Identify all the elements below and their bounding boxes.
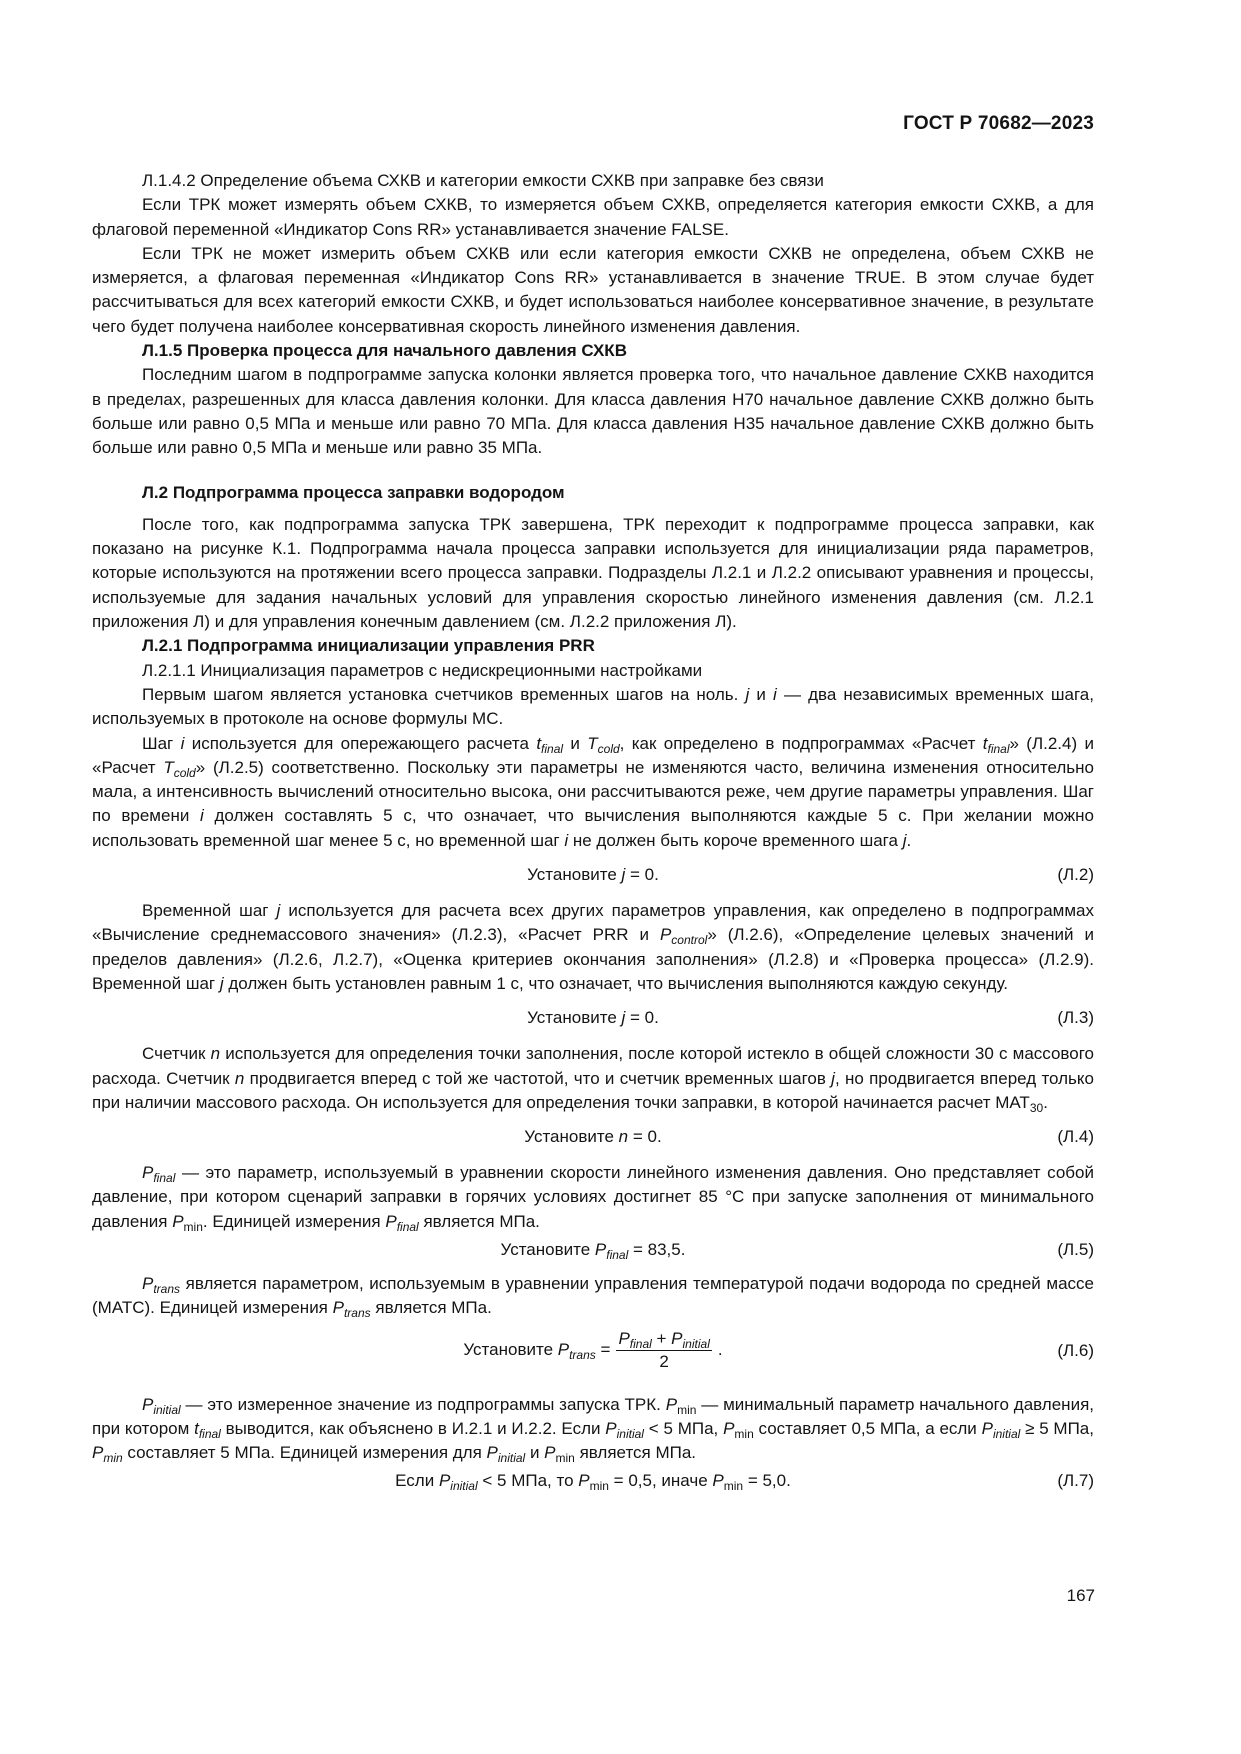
paragraph: Л.1.4.2 Определение объема СХКВ и категории емкости СХКВ при заправке без связи bbox=[142, 171, 824, 190]
equation-text: Установите j = 0. bbox=[527, 865, 659, 885]
equation bbox=[92, 1329, 1094, 1369]
document-header: ГОСТ Р 70682—2023 bbox=[903, 113, 1094, 134]
paragraph: После того, как подпрограмма запуска ТРК завершена, ТРК переходит к подпрограмме процесса заправки, как показано на рисунке К.1. Подпрограмма начала процесса заправки используется для инициализации ряда параметров, которые используются на протяжении всего процесса заправки. Подразделы Л.2.1 и Л.2.2 описывают уравнения и процессы, используемые для задания начальных условий для управления скоростью линейного изменения давления (см. Л.2.1 приложения Л) и для управления конечным давлением (см. Л.2.2 приложения Л). bbox=[92, 514, 1094, 632]
paragraph: Счетчик n используется для определения точки заполнения, после которой истекло в общей сложности 30 с массового расхода. Счетчик n продвигается вперед с той же частотой, что и счетчик временных шагов j, но продвигается вперед только при наличии массового расхода. Он используется для определения точки заправки, в которой начинается расчет $МАТ_{30}$. bbox=[92, 1044, 1094, 1115]
equation-number: (Л.2) bbox=[1057, 865, 1094, 885]
section-heading: Л.1.5 Проверка процесса для начального давления СХКВ bbox=[142, 341, 627, 361]
equation-text: Установите n = 0. bbox=[524, 1127, 662, 1147]
equation bbox=[92, 1469, 1094, 1493]
paragraph: Если ТРК может измерять объем СХКВ, то измеряется объем СХКВ, определяется категория емкости СХКВ, а для флаговой переменной «Индикатор Cons RR» устанавливается значение FALSE. bbox=[92, 195, 1094, 239]
equation-number: (Л.4) bbox=[1057, 1127, 1094, 1147]
equation-number: (Л.3) bbox=[1057, 1008, 1094, 1028]
paragraph: Л.2.1.1 Инициализация параметров с недискреционными настройками bbox=[142, 660, 703, 680]
paragraph: Если ТРК не может измерить объем СХКВ или если категория емкости СХКВ не определена, объем СХКВ не измеряется, а флаговая переменная «Индикатор Cons RR» устанавливается в значение TRUE. В этом случае будет рассчитываться для всех категорий емкости СХКВ, и будет использоваться наиболее консервативное значение, в результате чего будет получена наиболее консервативная скорость линейного изменения давления. bbox=[92, 243, 1094, 336]
document-body bbox=[92, 169, 1094, 1503]
paragraph: $P_{trans}$ является параметром, используемым в уравнении управления температурой подачи водорода по средней массе (МАТС). Единицей измерения $P_{trans}$ является МПа. bbox=[92, 1273, 1094, 1321]
paragraph: Последним шагом в подпрограмме запуска колонки является проверка того, что начальное давление СХКВ находится в пределах, разрешенных для класса давления колонки. Для класса давления Н70 начальное давление СХКВ должно быть больше или равно 0,5 МПа и меньше или равно 70 МПа. Для класса давления Н35 начальное давление СХКВ должно быть больше или равно 0,5 МПа и меньше или равно 35 МПа. bbox=[92, 365, 1094, 458]
paragraph: $P_{final}$ — это параметр, используемый в уравнении скорости линейного изменения давления. Оно представляет собой давление, при котором сценарий заправки в горячих условиях достигнет 85 °С при запуске заполнения от минимального давления $P_{min}$. Единицей измерения $P_{final}$ является МПа. bbox=[92, 1163, 1094, 1234]
equation-number: (Л.5) bbox=[1057, 1239, 1094, 1259]
equation-text: Установите $P_{final} = 83,5$. bbox=[500, 1239, 686, 1262]
paragraph: Первым шагом является установка счетчиков временных шагов на ноль. j и i — два независимых временных шага, используемых в протоколе на основе формулы МС. bbox=[92, 684, 1094, 729]
equation bbox=[92, 1125, 1094, 1149]
equation-text: Если $P_{initial} < 5$ МПа, то $P_{min} = 0,5$, иначе $P_{min} = 5,0$. bbox=[395, 1471, 791, 1494]
equation-number: (Л.7) bbox=[1057, 1471, 1094, 1491]
equation-text: Установите $P_{trans}$ = $\frac{P_{final} + P_{initial}}{2}$ . bbox=[463, 1328, 723, 1371]
equation-text: Установите j = 0. bbox=[527, 1008, 659, 1028]
fraction: $\frac{P_{final} + P_{initial}}{2}$ bbox=[618, 1328, 710, 1371]
paragraph: Шаг i используется для опережающего расчета $t_{final}$ и $T_{cold}$, как определено в подпрограммах «Расчет $t_{final}$» (Л.2.4) и «Расчет $T_{cold}$» (Л.2.5) соответственно. Поскольку эти параметры не изменяются часто, величина изменения относительно мала, а интенсивность вычислений относительно высока, они рассчитываются реже, чем другие параметры управления. Шаг по времени i должен составлять 5 с, что означает, что вычисления выполняются каждые 5 с. При желании можно использовать временной шаг менее 5 с, но временной шаг i не должен быть короче временного шага j. bbox=[92, 733, 1095, 850]
paragraph: $P_{initial}$ — это измеренное значение из подпрограммы запуска ТРК. $P_{min}$ — минимальный параметр начального давления, при котором $t_{final}$ выводится, как объяснено в И.2.1 и И.2.2. Если $P_{initial} < 5$ МПа, $P_{min}$ составляет 0,5 МПа, а если $P_{initial} \ge 5$ МПа, $P_{min}$ составляет 5 МПа. Единицей измерения для $P_{initial}$ и $P_{min}$ является МПа. bbox=[92, 1394, 1094, 1466]
equation bbox=[92, 863, 1094, 887]
section-heading: Л.2 Подпрограмма процесса заправки водородом bbox=[142, 482, 565, 502]
equation bbox=[92, 1238, 1094, 1262]
equation-number: (Л.6) bbox=[1057, 1340, 1094, 1360]
paragraph: Временной шаг j используется для расчета всех других параметров управления, как определено в подпрограммах «Вычисление среднемассового значения» (Л.2.3), «Расчет PRR и $P_{control}$» (Л.2.6), «Определение целевых значений и пределов давления» (Л.2.6, Л.2.7), «Оценка критериев окончания заполнения» (Л.2.8) и «Проверка процесса» (Л.2.9). Временной шаг j должен быть установлен равным 1 с, что означает, что вычисления выполняются каждую секунду. bbox=[92, 901, 1094, 993]
section-heading: Л.2.1 Подпрограмма инициализации управления PRR bbox=[142, 636, 595, 656]
equation bbox=[92, 1006, 1094, 1030]
page-number: 167 bbox=[1066, 1586, 1095, 1605]
